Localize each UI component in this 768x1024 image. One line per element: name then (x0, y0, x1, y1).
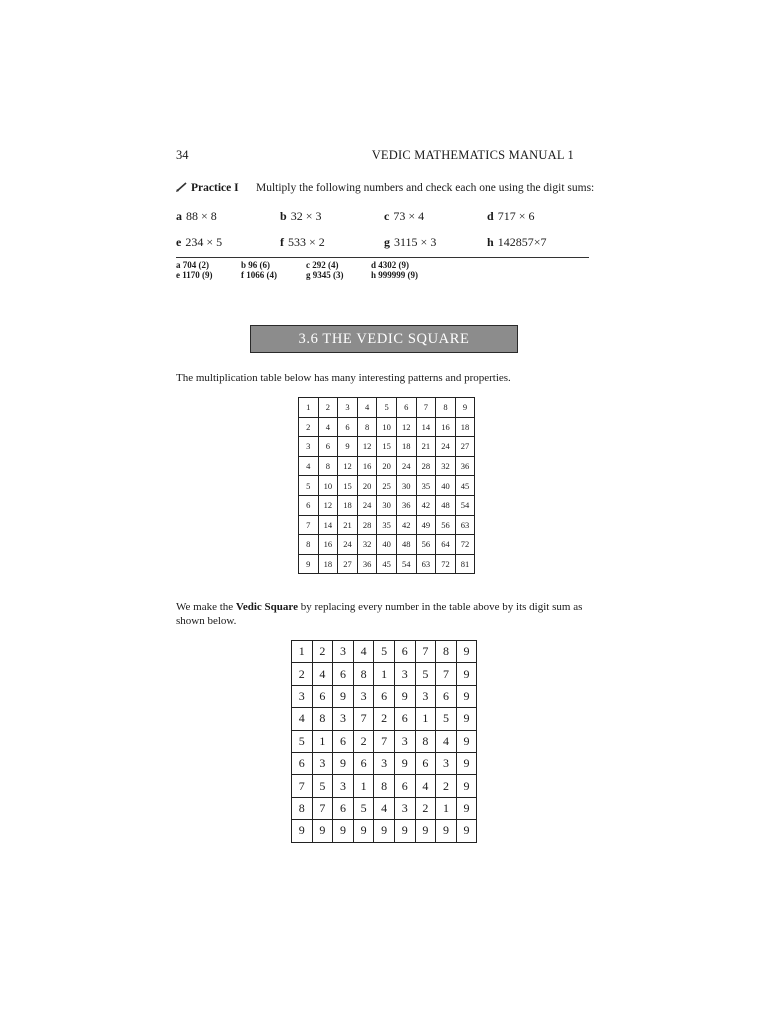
table-cell: 63 (416, 554, 436, 574)
table-cell: 40 (377, 535, 397, 555)
vedic-square-cell: 6 (312, 685, 333, 707)
table-cell: 1 (299, 398, 319, 418)
vedic-square-cell: 3 (415, 685, 436, 707)
vedic-square-cell: 8 (436, 641, 457, 663)
exercise-f: f 533 × 2 (280, 235, 325, 249)
vedic-square-cell: 9 (333, 820, 354, 842)
table-cell: 7 (299, 515, 319, 535)
vedic-square-cell: 4 (436, 730, 457, 752)
table-row (292, 797, 477, 819)
vedic-square-cell: 7 (374, 730, 395, 752)
vedic-square-cell: 3 (353, 685, 374, 707)
practice-label: Practice I (191, 182, 239, 194)
table-cell: 5 (377, 398, 397, 418)
vedic-square-cell: 6 (374, 685, 395, 707)
vedic-square-cell: 9 (456, 663, 477, 685)
exercise-a: a 88 × 8 (176, 209, 217, 223)
vedic-square-cell: 2 (312, 641, 333, 663)
section-title: 3.6 THE VEDIC SQUARE (298, 330, 470, 347)
table-cell: 18 (396, 437, 416, 457)
vedic-square-cell: 5 (292, 730, 313, 752)
vedic-square-cell: 6 (415, 752, 436, 774)
table-cell: 5 (299, 476, 319, 496)
table-cell: 8 (436, 398, 456, 418)
exercise-e: e 234 × 5 (176, 235, 223, 249)
vedic-square-cell: 3 (394, 730, 415, 752)
vedic-square-cell: 7 (312, 797, 333, 819)
answer-b: b 96 (6) (241, 260, 270, 270)
vedic-square-cell: 6 (292, 752, 313, 774)
vedic-square-cell: 6 (353, 752, 374, 774)
table-row (292, 775, 477, 797)
table-cell: 12 (318, 495, 338, 515)
table-cell: 18 (455, 417, 475, 437)
vedic-square-cell: 3 (292, 685, 313, 707)
table-cell: 15 (377, 437, 397, 457)
vedic-square-cell: 2 (353, 730, 374, 752)
vedic-square-cell: 6 (394, 708, 415, 730)
multiplication-table (298, 397, 475, 574)
vedic-square-cell: 4 (415, 775, 436, 797)
vedic-square-cell: 2 (436, 775, 457, 797)
table-cell: 30 (396, 476, 416, 496)
table-cell: 56 (436, 515, 456, 535)
table-cell: 18 (318, 554, 338, 574)
table-cell: 21 (338, 515, 358, 535)
table-cell: 14 (318, 515, 338, 535)
vedic-square-cell: 9 (456, 820, 477, 842)
table-cell: 48 (396, 535, 416, 555)
table-cell: 36 (455, 456, 475, 476)
vedic-square-cell: 2 (374, 708, 395, 730)
table-cell: 16 (436, 417, 456, 437)
vedic-square-cell: 5 (312, 775, 333, 797)
answer-d: d 4302 (9) (371, 260, 409, 270)
table-cell: 56 (416, 535, 436, 555)
table-cell: 81 (455, 554, 475, 574)
table-row (292, 663, 477, 685)
table-row (299, 456, 475, 476)
vedic-square-cell: 9 (394, 752, 415, 774)
table-cell: 72 (436, 554, 456, 574)
table-row (299, 417, 475, 437)
table-cell: 54 (396, 554, 416, 574)
vedic-square-cell: 5 (415, 663, 436, 685)
table-row (292, 641, 477, 663)
table-cell: 10 (318, 476, 338, 496)
table-cell: 21 (416, 437, 436, 457)
table-row (292, 752, 477, 774)
vedic-square-cell: 1 (374, 663, 395, 685)
vedic-square-cell: 1 (312, 730, 333, 752)
table-row (299, 495, 475, 515)
vedic-square-cell: 9 (292, 820, 313, 842)
exercise-g: g 3115 × 3 (384, 235, 437, 249)
table-cell: 63 (455, 515, 475, 535)
vedic-square-term: Vedic Square (235, 601, 298, 613)
table-cell: 48 (436, 495, 456, 515)
table-cell: 2 (299, 417, 319, 437)
vedic-square-cell: 9 (394, 820, 415, 842)
vedic-square-cell: 3 (394, 663, 415, 685)
table-cell: 12 (338, 456, 358, 476)
table-cell: 36 (357, 554, 377, 574)
table-cell: 32 (436, 456, 456, 476)
table-cell: 9 (455, 398, 475, 418)
vedic-square-cell: 8 (312, 708, 333, 730)
table-cell: 45 (377, 554, 397, 574)
intro-paragraph: The multiplication table below has many interesting patterns and properties. (176, 372, 511, 384)
table-cell: 20 (357, 476, 377, 496)
table-cell: 30 (377, 495, 397, 515)
vedic-square-table (291, 640, 477, 843)
vedic-square-cell: 3 (333, 708, 354, 730)
vedic-square-cell: 4 (353, 641, 374, 663)
vedic-square-cell: 9 (436, 820, 457, 842)
table-cell: 42 (396, 515, 416, 535)
vedic-square-cell: 3 (436, 752, 457, 774)
table-row (292, 820, 477, 842)
vedic-square-cell: 7 (436, 663, 457, 685)
table-cell: 4 (318, 417, 338, 437)
answer-h: h 999999 (9) (371, 270, 418, 280)
vedic-square-cell: 9 (333, 685, 354, 707)
table-cell: 49 (416, 515, 436, 535)
vedic-square-cell: 6 (394, 641, 415, 663)
answer-e: e 1170 (9) (176, 270, 213, 280)
table-cell: 40 (436, 476, 456, 496)
table-cell: 35 (416, 476, 436, 496)
table-cell: 64 (436, 535, 456, 555)
practice-heading (176, 182, 239, 194)
table-cell: 6 (338, 417, 358, 437)
table-cell: 25 (377, 476, 397, 496)
vedic-square-cell: 7 (292, 775, 313, 797)
answer-g: g 9345 (3) (306, 270, 344, 280)
table-cell: 6 (318, 437, 338, 457)
table-cell: 42 (416, 495, 436, 515)
vedic-square-cell: 7 (353, 708, 374, 730)
table-cell: 16 (318, 535, 338, 555)
table-cell: 27 (455, 437, 475, 457)
table-cell: 32 (357, 535, 377, 555)
exercise-d: d 717 × 6 (487, 209, 535, 223)
vedic-square-cell: 7 (415, 641, 436, 663)
section-title-banner (250, 325, 518, 353)
table-row (299, 398, 475, 418)
vedic-square-cell: 5 (353, 797, 374, 819)
table-cell: 28 (357, 515, 377, 535)
vedic-square-cell: 9 (456, 708, 477, 730)
vedic-square-cell: 9 (353, 820, 374, 842)
table-cell: 8 (318, 456, 338, 476)
table-cell: 35 (377, 515, 397, 535)
table-row (299, 476, 475, 496)
vedic-square-cell: 5 (436, 708, 457, 730)
table-row (292, 730, 477, 752)
vedic-square-cell: 1 (353, 775, 374, 797)
table-cell: 16 (357, 456, 377, 476)
vedic-square-cell: 4 (374, 797, 395, 819)
vedic-square-cell: 6 (333, 797, 354, 819)
table-cell: 27 (338, 554, 358, 574)
vedic-square-cell: 9 (456, 730, 477, 752)
table-row (292, 685, 477, 707)
pencil-icon (176, 182, 188, 192)
exercise-b: b 32 × 3 (280, 209, 322, 223)
table-cell: 24 (436, 437, 456, 457)
vedic-square-cell: 4 (292, 708, 313, 730)
vedic-square-cell: 9 (456, 685, 477, 707)
vedic-square-cell: 6 (333, 730, 354, 752)
table-cell: 45 (455, 476, 475, 496)
table-cell: 3 (299, 437, 319, 457)
table-cell: 4 (299, 456, 319, 476)
vedic-square-cell: 9 (374, 820, 395, 842)
vedic-square-cell: 9 (456, 641, 477, 663)
answer-f: f 1066 (4) (241, 270, 277, 280)
vedic-square-cell: 8 (374, 775, 395, 797)
table-cell: 2 (318, 398, 338, 418)
table-cell: 7 (416, 398, 436, 418)
vedic-square-cell: 1 (292, 641, 313, 663)
vedic-square-cell: 9 (456, 775, 477, 797)
vedic-square-cell: 3 (312, 752, 333, 774)
vedic-square-cell: 8 (415, 730, 436, 752)
table-cell: 24 (396, 456, 416, 476)
table-cell: 18 (338, 495, 358, 515)
vedic-square-cell: 9 (333, 752, 354, 774)
table-cell: 14 (416, 417, 436, 437)
table-cell: 4 (357, 398, 377, 418)
vedic-square-cell: 9 (415, 820, 436, 842)
vedic-square-cell: 8 (353, 663, 374, 685)
vedic-square-cell: 6 (436, 685, 457, 707)
vedic-square-cell: 6 (394, 775, 415, 797)
exercise-h: h 142857×7 (487, 235, 547, 249)
table-cell: 6 (299, 495, 319, 515)
exercise-c: c 73 × 4 (384, 209, 425, 223)
table-cell: 24 (338, 535, 358, 555)
page-number: 34 (176, 148, 189, 162)
vedic-square-cell: 8 (292, 797, 313, 819)
vedic-square-cell: 9 (456, 752, 477, 774)
table-cell: 10 (377, 417, 397, 437)
table-row (299, 535, 475, 555)
table-cell: 36 (396, 495, 416, 515)
vedic-square-cell: 9 (312, 820, 333, 842)
practice-instruction: Multiply the following numbers and check each one using the digit sums: (256, 182, 595, 194)
table-cell: 12 (357, 437, 377, 457)
table-cell: 72 (455, 535, 475, 555)
table-cell: 20 (377, 456, 397, 476)
table-row (299, 554, 475, 574)
vedic-square-cell: 3 (394, 797, 415, 819)
table-cell: 8 (299, 535, 319, 555)
vedic-square-cell: 3 (333, 775, 354, 797)
vedic-square-cell: 6 (333, 663, 354, 685)
table-cell: 24 (357, 495, 377, 515)
vedic-square-cell: 1 (436, 797, 457, 819)
vedic-square-paragraph: We make the Vedic Square by replacing every number in the table above by its digit sum as shown below. (176, 601, 583, 627)
table-row (292, 708, 477, 730)
answer-c: c 292 (4) (306, 260, 339, 270)
vedic-square-cell: 3 (333, 641, 354, 663)
vedic-square-cell: 2 (292, 663, 313, 685)
table-cell: 8 (357, 417, 377, 437)
vedic-square-cell: 3 (374, 752, 395, 774)
vedic-square-cell: 2 (415, 797, 436, 819)
table-cell: 6 (396, 398, 416, 418)
vedic-square-cell: 9 (456, 797, 477, 819)
vedic-square-cell: 9 (394, 685, 415, 707)
answers-divider (176, 257, 589, 258)
table-row (299, 515, 475, 535)
table-cell: 54 (455, 495, 475, 515)
running-head: VEDIC MATHEMATICS MANUAL 1 (371, 148, 574, 162)
table-cell: 12 (396, 417, 416, 437)
table-cell: 15 (338, 476, 358, 496)
vedic-square-cell: 1 (415, 708, 436, 730)
vedic-square-cell: 4 (312, 663, 333, 685)
table-cell: 9 (299, 554, 319, 574)
vedic-square-cell: 5 (374, 641, 395, 663)
answer-a: a 704 (2) (176, 260, 209, 270)
table-cell: 9 (338, 437, 358, 457)
table-cell: 3 (338, 398, 358, 418)
table-cell: 28 (416, 456, 436, 476)
table-row (299, 437, 475, 457)
